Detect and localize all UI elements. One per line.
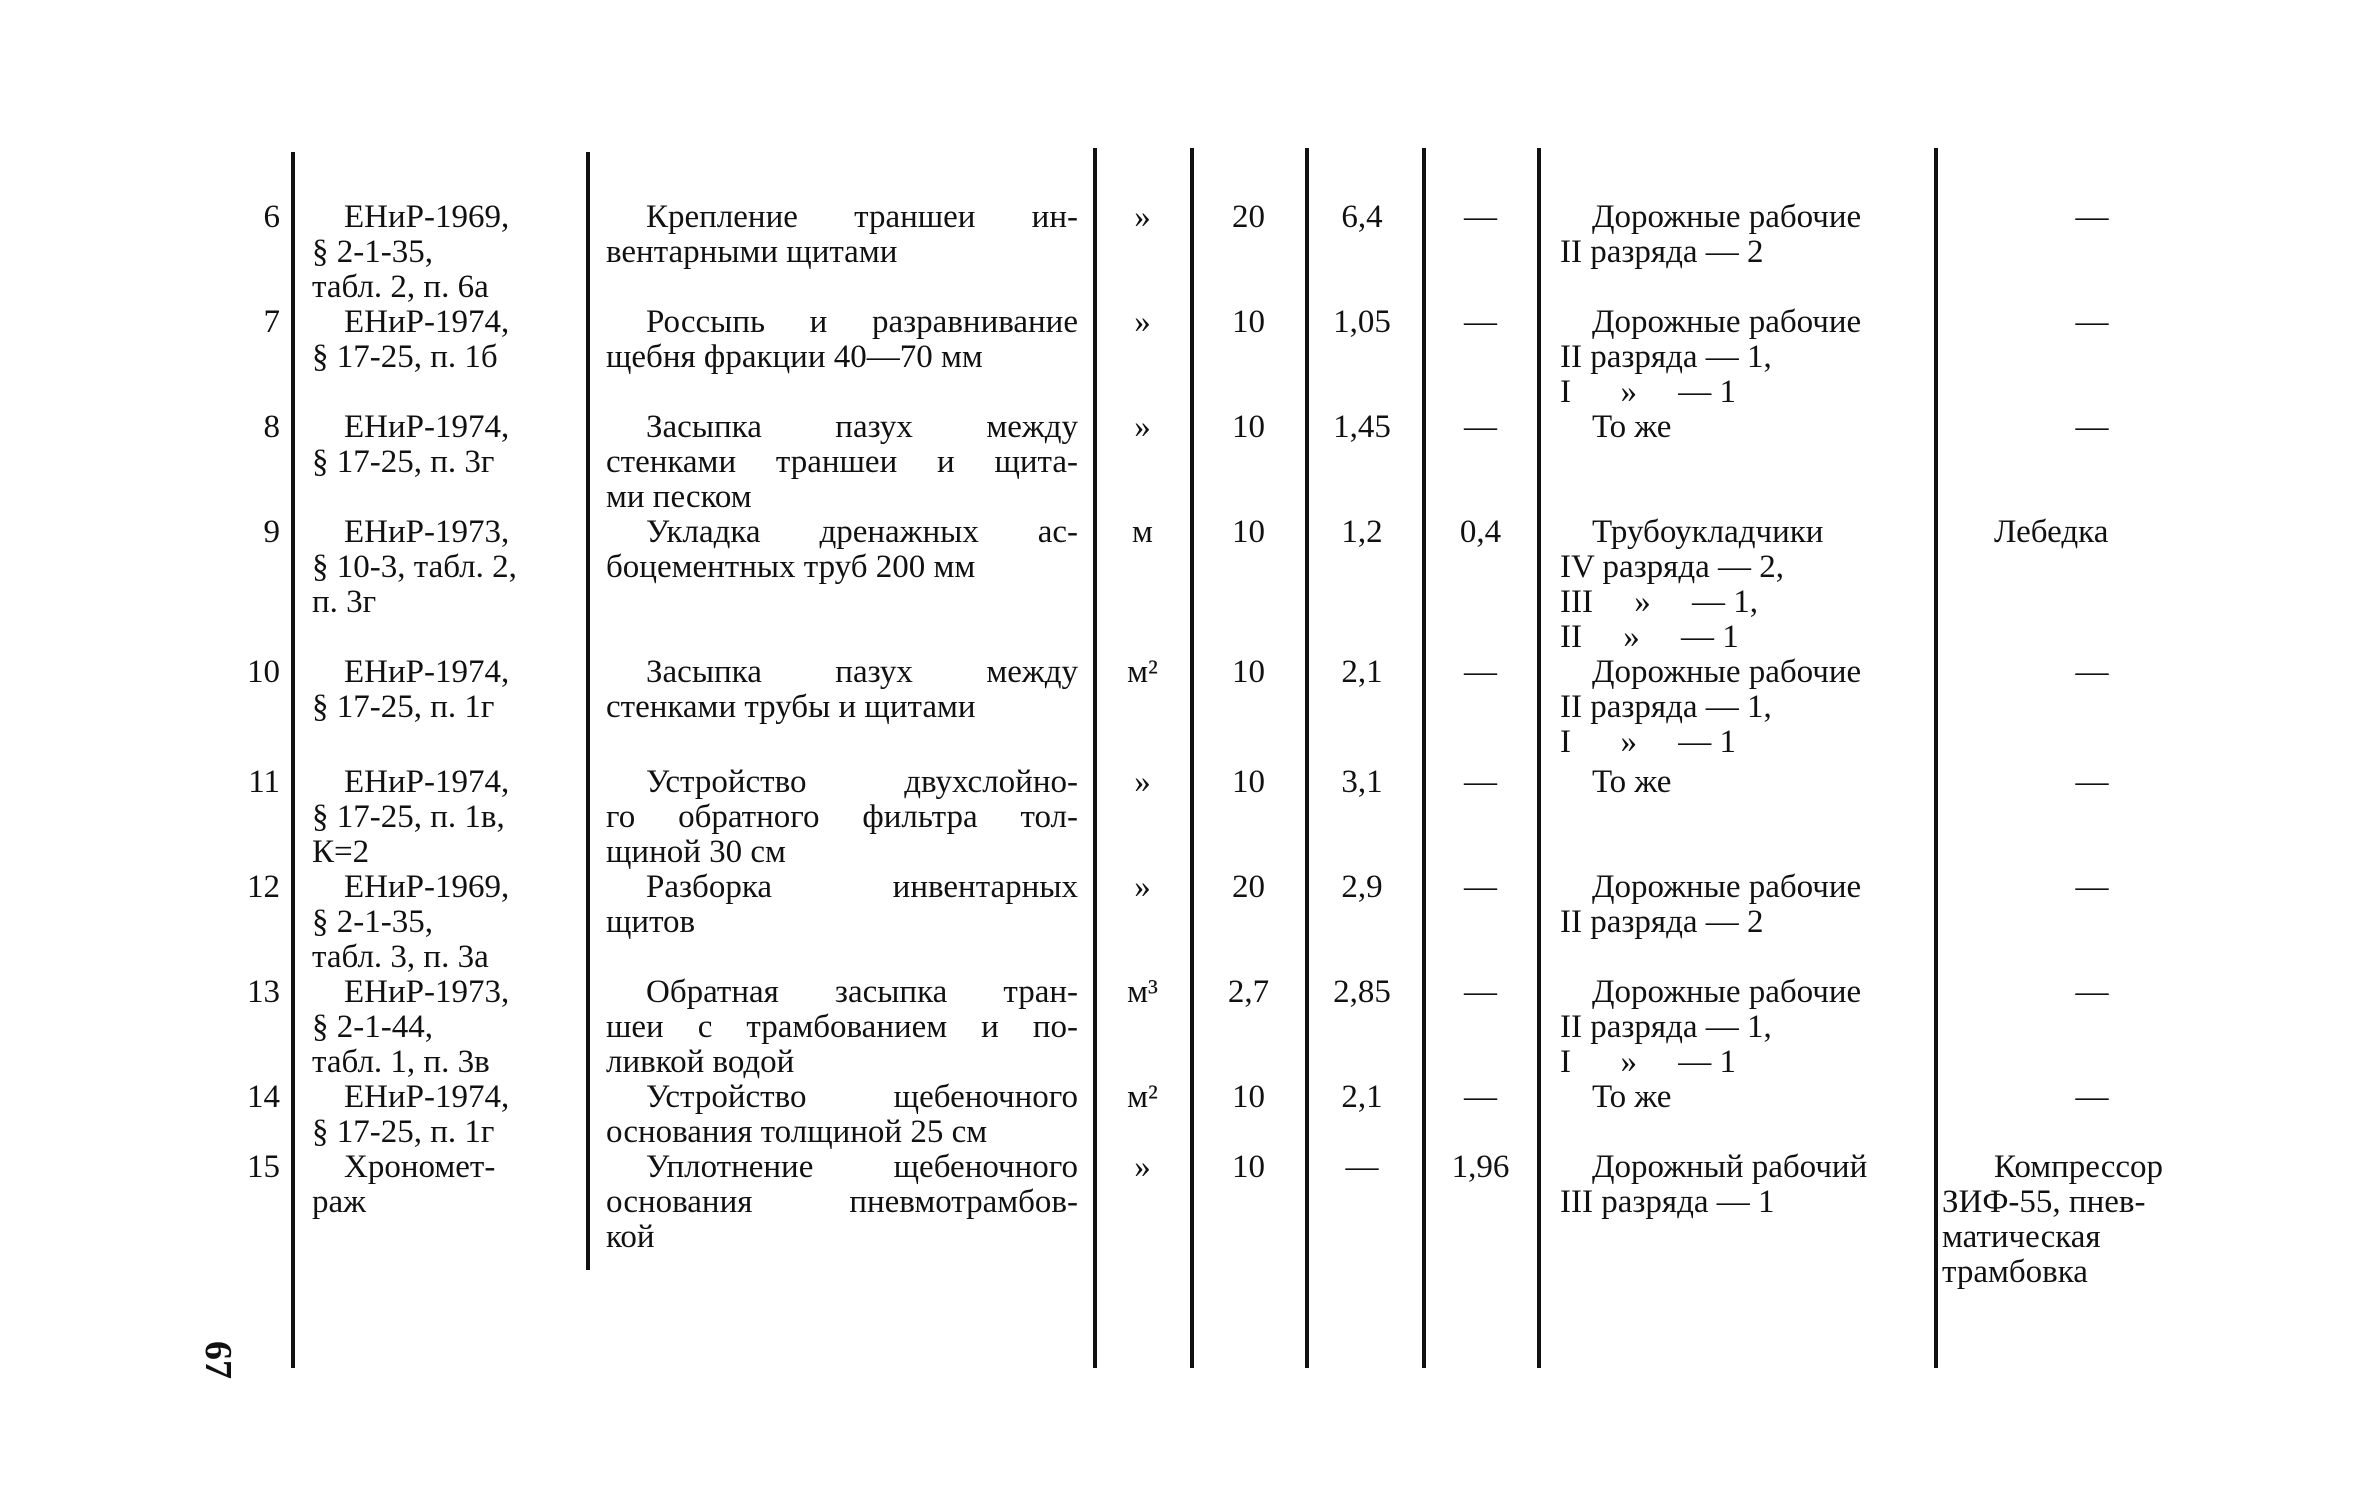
norm-source-line: ЕНиР-1969,	[344, 869, 510, 905]
work-description-line: щебня фракции 40—70 мм	[606, 339, 983, 375]
machine-time-cell: —	[1464, 869, 1497, 905]
work-description-line: Разборка инвентарных	[646, 869, 1078, 905]
work-description-line: Устройство двухслойно-	[646, 764, 1078, 800]
column-divider	[1190, 148, 1194, 1368]
work-description-line: Засыпка пазух между	[646, 654, 1078, 690]
work-description-line: кой	[606, 1219, 655, 1255]
crew-composition-line: Дорожные рабочие	[1592, 974, 1862, 1010]
machines-line: —	[2075, 974, 2109, 1010]
row-number: 12	[247, 869, 280, 905]
unit-cell: »	[1134, 1149, 1151, 1185]
row-number: 8	[263, 409, 280, 445]
norm-source-line: ЕНиР-1974,	[344, 654, 510, 690]
unit-cell: м³	[1127, 974, 1158, 1010]
row-number: 6	[263, 199, 280, 235]
norm-source-line: § 10-3, табл. 2,	[312, 549, 517, 585]
crew-composition-line: Дорожные рабочие	[1592, 199, 1862, 235]
norm-source-line: § 17-25, п. 1б	[312, 339, 498, 375]
machine-time-cell: —	[1464, 974, 1497, 1010]
labor-norm-cell: —	[1345, 1149, 1379, 1185]
volume-cell: 10	[1232, 514, 1265, 550]
work-description-line: основания толщиной 25 см	[606, 1114, 988, 1150]
machines-line: Компрессор	[1994, 1149, 2164, 1185]
volume-cell: 10	[1232, 1079, 1265, 1115]
crew-composition-line: Дорожные рабочие	[1592, 654, 1862, 690]
crew-composition-line: Дорожные рабочие	[1592, 869, 1862, 905]
work-description-line: Россыпь и разравнивание	[646, 304, 1078, 340]
row-number: 14	[247, 1079, 280, 1115]
labor-norm-cell: 3,1	[1341, 764, 1383, 800]
norm-source-line: К=2	[312, 834, 370, 870]
norm-source-line: п. 3г	[312, 584, 377, 620]
work-description-line: Засыпка пазух между	[646, 409, 1078, 445]
crew-composition-line: То же	[1592, 409, 1672, 445]
norm-source-line: табл. 3, п. 3а	[312, 939, 489, 975]
crew-composition-line: II разряда — 1,	[1560, 1009, 1772, 1045]
unit-cell: м²	[1127, 654, 1158, 690]
volume-cell: 2,7	[1227, 974, 1270, 1010]
row-number: 13	[247, 974, 280, 1010]
unit-cell: м²	[1127, 1079, 1158, 1115]
volume-cell: 10	[1232, 304, 1265, 340]
volume-cell: 10	[1232, 764, 1265, 800]
column-divider	[586, 152, 590, 1270]
machines-line: трамбовка	[1942, 1254, 2088, 1290]
volume-cell: 20	[1232, 869, 1265, 905]
norm-source-line: ЕНиР-1973,	[344, 514, 510, 550]
norm-source-line: табл. 1, п. 3в	[312, 1044, 490, 1080]
work-description-line: го обратного фильтра тол-	[606, 799, 1078, 835]
crew-composition-line: II разряда — 1,	[1560, 339, 1772, 375]
machines-line: матическая	[1942, 1219, 2101, 1255]
unit-cell: »	[1134, 409, 1151, 445]
crew-composition-line: II разряда — 2	[1560, 904, 1764, 940]
labor-norm-cell: 6,4	[1341, 199, 1383, 235]
row-number: 11	[248, 764, 280, 800]
work-description-line: боцементных труб 200 мм	[606, 549, 976, 585]
unit-cell: м	[1132, 514, 1153, 550]
machines-line: —	[2075, 199, 2109, 235]
work-description-line: стенками траншеи и щита-	[606, 444, 1078, 480]
work-description-line: ливкой водой	[606, 1044, 795, 1080]
norm-source-line: § 17-25, п. 1в,	[312, 799, 505, 835]
volume-cell: 10	[1232, 409, 1265, 445]
labor-norm-cell: 2,1	[1341, 654, 1383, 690]
work-description-line: стенками трубы и щитами	[606, 689, 976, 725]
crew-composition-line: Дорожные рабочие	[1592, 304, 1862, 340]
crew-composition-line: II разряда — 2	[1560, 234, 1764, 270]
page-number: 67	[197, 1341, 239, 1379]
machines-line: —	[2075, 654, 2109, 690]
work-description-line: Обратная засыпка тран-	[646, 974, 1078, 1010]
crew-composition-line: I » — 1	[1560, 374, 1736, 410]
norm-source-line: Хрономет-	[344, 1149, 496, 1185]
crew-composition-line: То же	[1592, 764, 1672, 800]
labor-norm-cell: 1,05	[1333, 304, 1391, 340]
machines-line: —	[2075, 304, 2109, 340]
machines-line: —	[2075, 409, 2109, 445]
norm-source-line: раж	[312, 1184, 366, 1220]
norm-source-line: § 17-25, п. 3г	[312, 444, 495, 480]
machine-time-cell: 1,96	[1451, 1149, 1510, 1185]
norm-source-line: ЕНиР-1974,	[344, 409, 510, 445]
column-divider	[1934, 148, 1938, 1368]
norm-source-line: ЕНиР-1973,	[344, 974, 510, 1010]
row-number: 15	[247, 1149, 280, 1185]
work-description-line: основания пневмотрамбов-	[606, 1184, 1078, 1220]
work-description-line: ми песком	[606, 479, 752, 515]
crew-composition-line: То же	[1592, 1079, 1672, 1115]
crew-composition-line: I » — 1	[1560, 724, 1736, 760]
unit-cell: »	[1134, 869, 1151, 905]
labor-norm-cell: 1,45	[1333, 409, 1391, 445]
crew-composition-line: IV разряда — 2,	[1560, 549, 1785, 585]
machine-time-cell: —	[1464, 304, 1497, 340]
machine-time-cell: —	[1464, 654, 1497, 690]
machine-time-cell: —	[1464, 199, 1497, 235]
volume-cell: 10	[1232, 654, 1265, 690]
work-description-line: щиной 30 см	[606, 834, 786, 870]
norm-source-line: ЕНиР-1974,	[344, 764, 510, 800]
machines-line: Лебедка	[1994, 514, 2109, 550]
unit-cell: »	[1134, 199, 1151, 235]
crew-composition-line: Дорожный рабочий	[1592, 1149, 1868, 1185]
labor-norm-cell: 1,2	[1341, 514, 1383, 550]
labor-norm-cell: 2,9	[1341, 869, 1383, 905]
work-description-line: шеи с трамбованием и по-	[606, 1009, 1078, 1045]
machines-line: —	[2075, 869, 2109, 905]
row-number: 9	[263, 514, 280, 550]
work-description-line: Крепление траншеи ин-	[646, 199, 1078, 235]
work-description-line: Уплотнение щебеночного	[646, 1149, 1078, 1185]
unit-cell: »	[1134, 764, 1151, 800]
unit-cell: »	[1134, 304, 1151, 340]
norm-source-line: § 17-25, п. 1г	[312, 689, 495, 725]
volume-cell: 20	[1232, 199, 1265, 235]
machine-time-cell: —	[1464, 1079, 1497, 1115]
machines-line: —	[2075, 1079, 2109, 1115]
crew-composition-line: II » — 1	[1560, 619, 1739, 655]
volume-cell: 10	[1232, 1149, 1265, 1185]
labor-norm-cell: 2,85	[1333, 974, 1391, 1010]
norm-source-line: ЕНиР-1969,	[344, 199, 510, 235]
norm-source-line: ЕНиР-1974,	[344, 1079, 510, 1115]
norm-source-line: ЕНиР-1974,	[344, 304, 510, 340]
norm-source-line: § 2-1-35,	[312, 904, 433, 940]
machine-time-cell: —	[1464, 409, 1497, 445]
machine-time-cell: —	[1464, 764, 1497, 800]
machines-line: ЗИФ-55, пнев-	[1942, 1184, 2146, 1220]
work-description-line: щитов	[606, 904, 696, 940]
labor-norm-cell: 2,1	[1341, 1079, 1383, 1115]
work-description-line: вентарными щитами	[606, 234, 898, 270]
column-divider	[1093, 148, 1097, 1368]
column-divider	[1422, 148, 1426, 1368]
crew-composition-line: I » — 1	[1560, 1044, 1736, 1080]
machine-time-cell: 0,4	[1459, 514, 1502, 550]
crew-composition-line: Трубоукладчики	[1592, 514, 1824, 550]
work-description-line: Укладка дренажных ас-	[646, 514, 1078, 550]
column-divider	[1305, 148, 1309, 1368]
work-description-line: Устройство щебеночного	[646, 1079, 1078, 1115]
norm-source-line: § 2-1-35,	[312, 234, 433, 270]
row-number: 10	[247, 654, 280, 690]
crew-composition-line: III разряда — 1	[1560, 1184, 1775, 1220]
crew-composition-line: II разряда — 1,	[1560, 689, 1772, 725]
column-divider	[1537, 148, 1541, 1368]
column-divider	[291, 152, 295, 1368]
row-number: 7	[263, 304, 280, 340]
norm-source-line: табл. 2, п. 6а	[312, 269, 489, 305]
machines-line: —	[2075, 764, 2109, 800]
crew-composition-line: III » — 1,	[1560, 584, 1758, 620]
norm-source-line: § 2-1-44,	[312, 1009, 433, 1045]
norm-source-line: § 17-25, п. 1г	[312, 1114, 495, 1150]
